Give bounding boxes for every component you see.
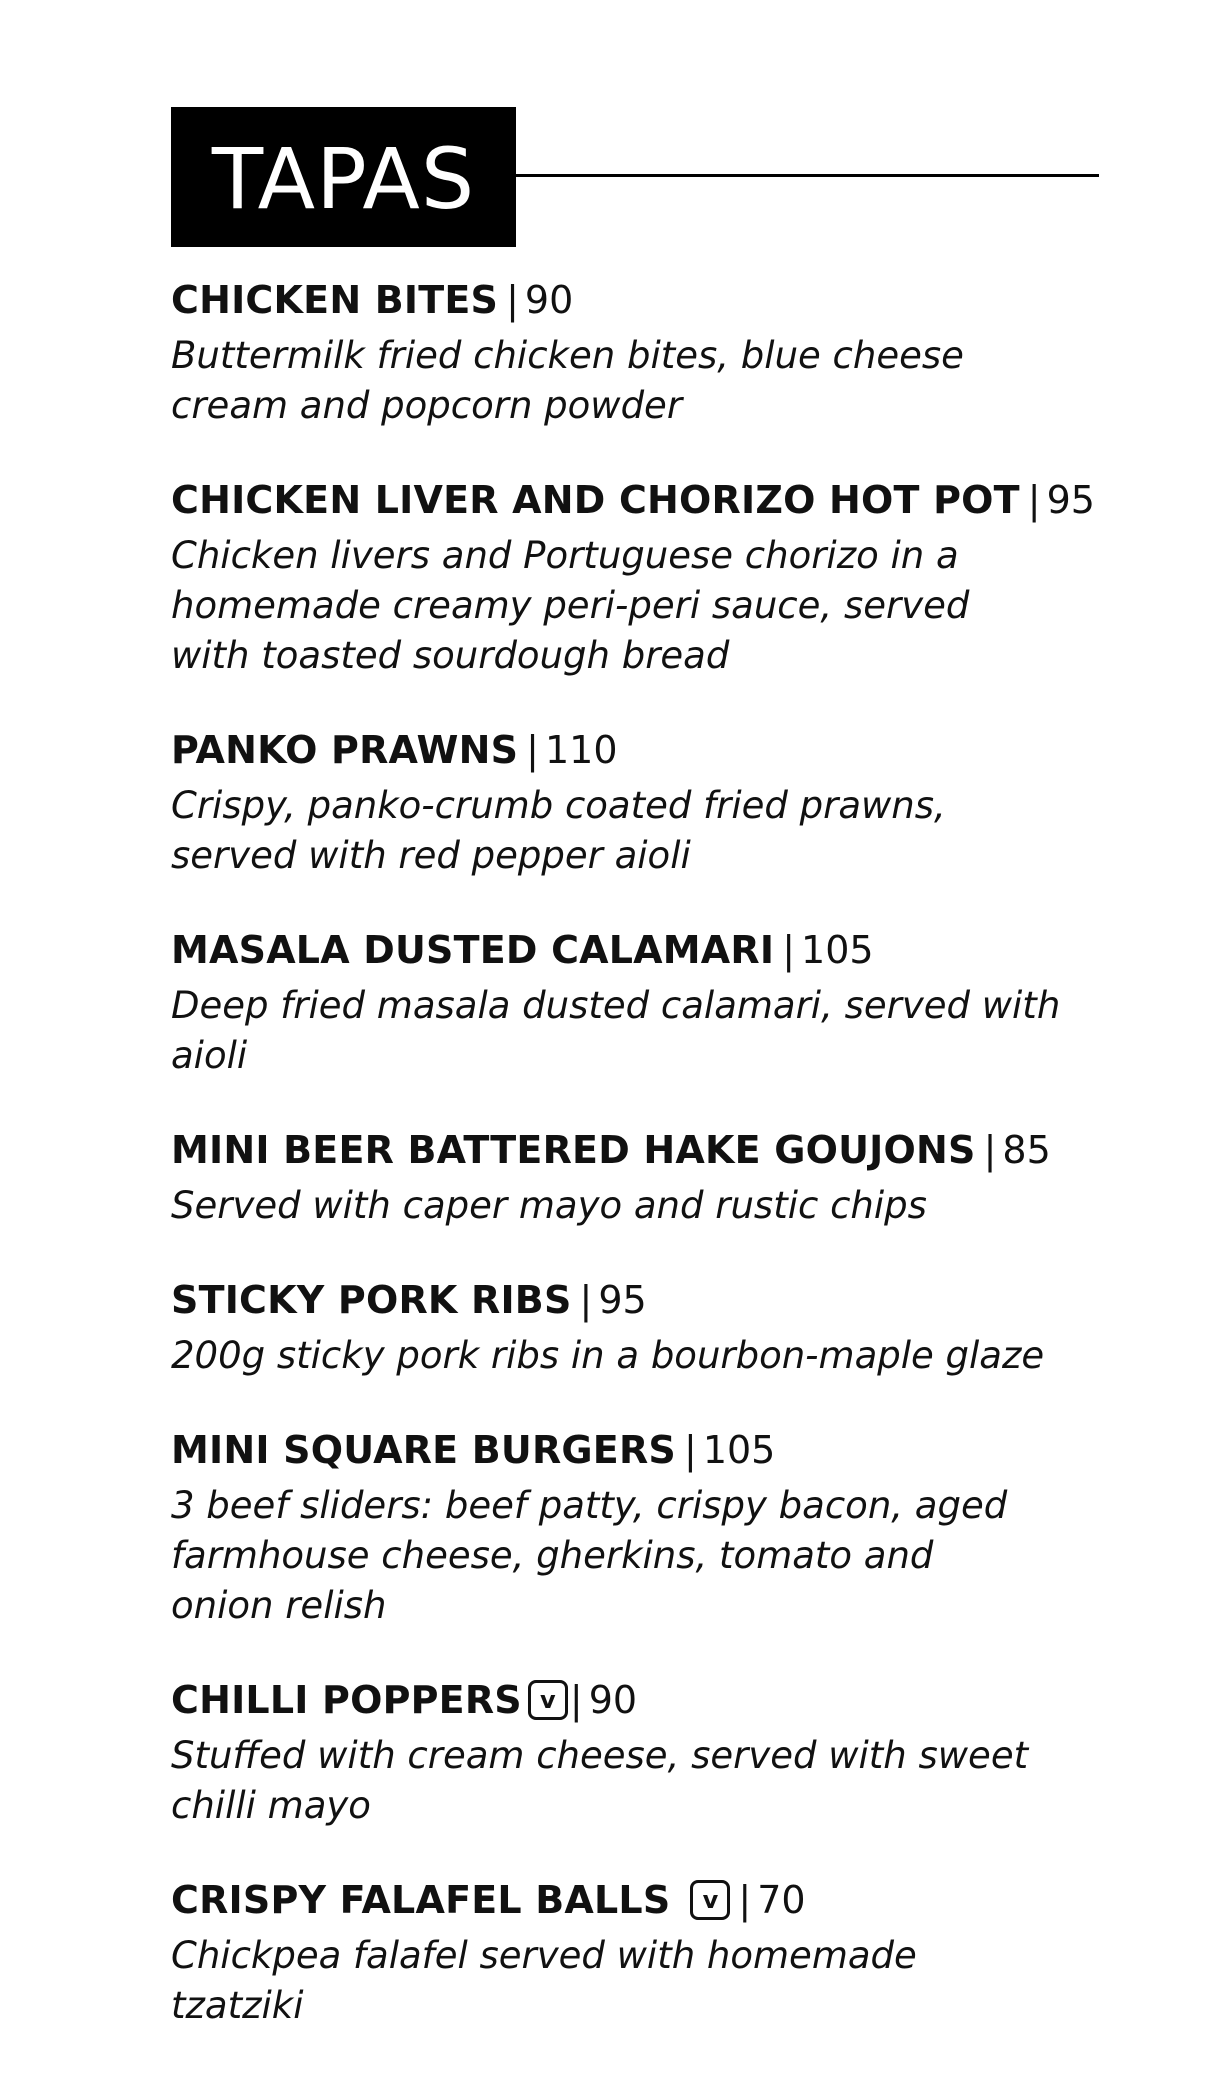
menu-item-description xyxy=(171,1731,1111,1831)
description-line: Crispy, panko-crumb coated fried prawns, xyxy=(171,784,946,827)
menu-item-header xyxy=(171,1275,1111,1325)
menu-item xyxy=(171,475,1111,681)
menu-item xyxy=(171,1125,1111,1231)
menu-item-description xyxy=(171,531,1111,681)
menu-item-header xyxy=(171,1675,1111,1725)
menu-item-description xyxy=(171,1481,1111,1631)
menu-item-name: CRISPY FALAFEL BALLS xyxy=(171,1878,671,1922)
menu-item-price: 105 xyxy=(801,928,874,972)
description-line: Buttermilk fried chicken bites, blue cheese xyxy=(171,334,964,377)
menu-item-header xyxy=(171,475,1111,525)
header-divider xyxy=(516,174,1099,177)
menu-item-description xyxy=(171,1181,1111,1231)
description-line: aioli xyxy=(171,1034,248,1077)
menu-item xyxy=(171,725,1111,881)
description-line: Served with caper mayo and rustic chips xyxy=(171,1184,927,1227)
price-separator: | xyxy=(782,928,796,972)
price-separator: | xyxy=(1027,478,1041,522)
menu-item-price: 90 xyxy=(588,1678,638,1722)
menu-item-name: CHICKEN BITES xyxy=(171,278,499,322)
vegetarian-badge-icon: v xyxy=(690,1880,730,1920)
description-line: 3 beef sliders: beef patty, crispy bacon, aged xyxy=(171,1484,1008,1527)
menu-item-description xyxy=(171,331,1111,431)
menu-item-name: MASALA DUSTED CALAMARI xyxy=(171,928,775,972)
menu-item-name: PANKO PRAWNS xyxy=(171,728,519,772)
description-line: chilli mayo xyxy=(171,1784,371,1827)
menu-item xyxy=(171,1425,1111,1631)
description-line: tzatziki xyxy=(171,1984,304,2027)
menu-item-name: CHILLI POPPERS xyxy=(171,1678,522,1722)
menu-item-name: CHICKEN LIVER AND CHORIZO HOT POT xyxy=(171,478,1020,522)
menu-item-price: 70 xyxy=(757,1878,806,1922)
menu-items-list xyxy=(171,275,1111,2031)
menu-item-name: MINI SQUARE BURGERS xyxy=(171,1428,676,1472)
section-header xyxy=(171,107,1099,247)
menu-item-description xyxy=(171,1331,1111,1381)
description-line: Chicken livers and Portuguese chorizo in a xyxy=(171,534,959,577)
menu-item-header xyxy=(171,925,1111,975)
description-line: served with red pepper aioli xyxy=(171,834,691,877)
menu-item-description xyxy=(171,781,1111,881)
vegetarian-badge-icon: v xyxy=(528,1680,568,1720)
description-line: Stuffed with cream cheese, served with sweet xyxy=(171,1734,1029,1777)
menu-item-header xyxy=(171,1425,1111,1475)
description-line: onion relish xyxy=(171,1584,387,1627)
section-title-box xyxy=(171,107,516,247)
section-title: TAPAS xyxy=(211,130,476,228)
menu-item-price: 110 xyxy=(544,728,618,772)
menu-item-description xyxy=(171,1931,1111,2031)
menu-item-header xyxy=(171,1875,1111,1925)
description-line: Chickpea falafel served with homemade xyxy=(171,1934,917,1977)
menu-item-name: MINI BEER BATTERED HAKE GOUJONS xyxy=(171,1128,976,1172)
menu-item xyxy=(171,275,1111,431)
menu-item-price: 95 xyxy=(598,1278,647,1322)
description-line: farmhouse cheese, gherkins, tomato and xyxy=(171,1534,934,1577)
price-separator: | xyxy=(506,278,519,322)
price-separator: | xyxy=(579,1278,593,1322)
menu-item-header xyxy=(171,1125,1111,1175)
menu-item-description xyxy=(171,981,1111,1081)
description-line: Deep fried masala dusted calamari, served with xyxy=(171,984,1061,1027)
menu-item-header xyxy=(171,725,1111,775)
menu-item-name: STICKY PORK RIBS xyxy=(171,1278,572,1322)
menu-item-price: 85 xyxy=(1002,1128,1051,1172)
price-separator: | xyxy=(738,1878,752,1922)
description-line: with toasted sourdough bread xyxy=(171,634,730,677)
menu-item-price: 105 xyxy=(702,1428,776,1472)
menu-item-price: 90 xyxy=(524,278,574,322)
description-line: homemade creamy peri-peri sauce, served xyxy=(171,584,970,627)
price-separator: | xyxy=(526,728,539,772)
menu-item xyxy=(171,1275,1111,1381)
menu-item xyxy=(171,1675,1111,1831)
price-separator: | xyxy=(983,1128,997,1172)
menu-item-header xyxy=(171,275,1111,325)
menu-item xyxy=(171,1875,1111,2031)
price-separator: | xyxy=(684,1428,697,1472)
description-line: 200g sticky pork ribs in a bourbon-maple glaze xyxy=(171,1334,1045,1377)
price-separator: | xyxy=(569,1678,583,1722)
menu-item xyxy=(171,925,1111,1081)
menu-item-price: 95 xyxy=(1046,478,1095,522)
description-line: cream and popcorn powder xyxy=(171,384,683,427)
